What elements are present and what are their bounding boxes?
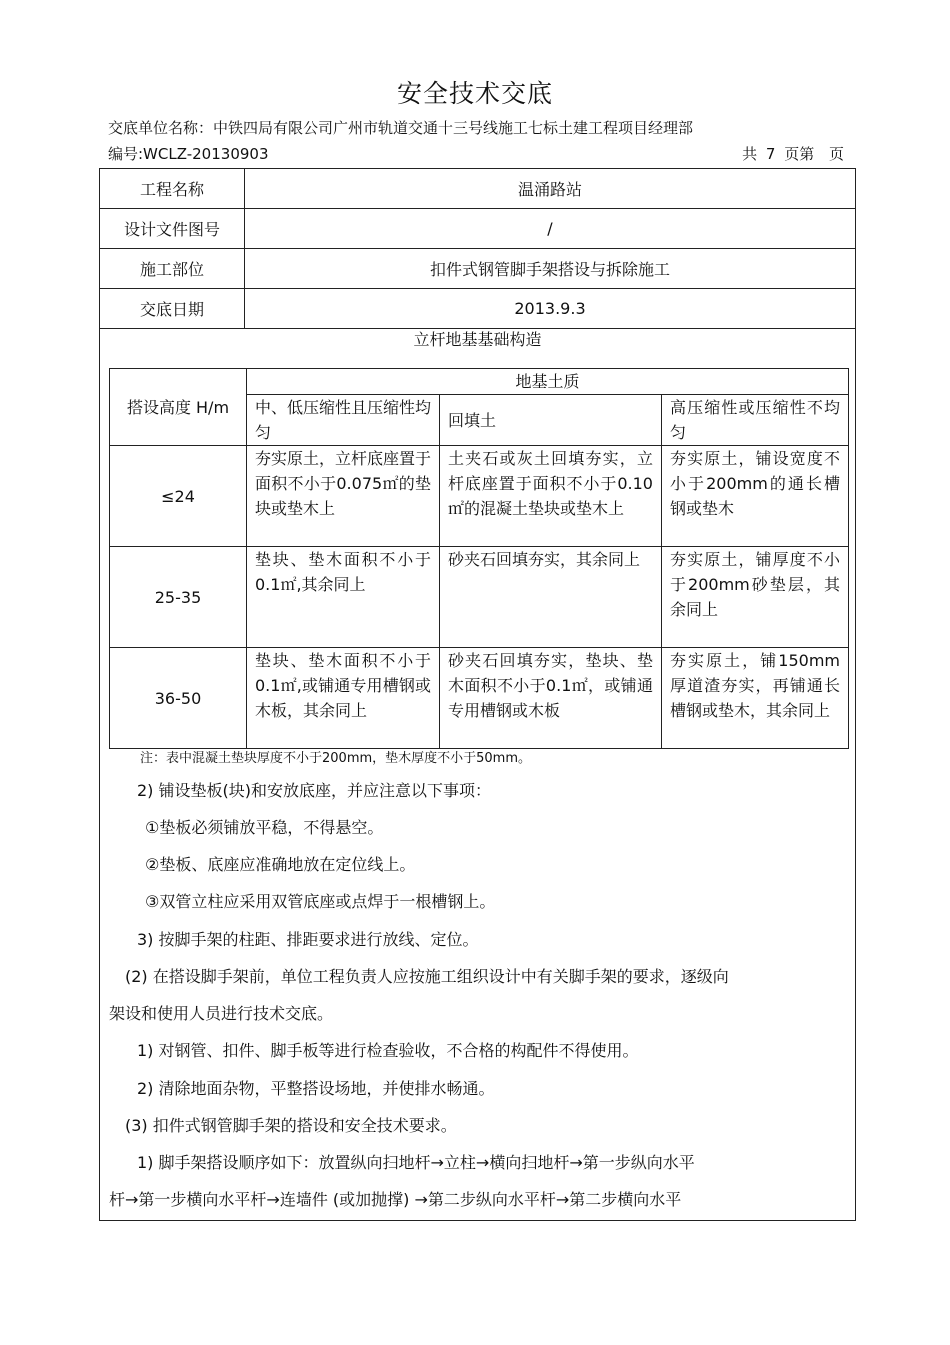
height-range: 25-35 [110,547,247,648]
foundation-cell: 土夹石或灰土回填夯实，立杆底座置于面积不小于0.10㎡的混凝土垫块或垫木上 [440,446,662,547]
body-paragraph: (2) 在搭设脚手架前，单位工程负责人应按施工组织设计中有关脚手架的要求，逐级向 [125,967,729,986]
height-range: ≤24 [110,446,247,547]
foundation-cell: 垫块、垫木面积不小于0.1㎡,其余同上 [247,547,440,648]
foundation-cell: 垫块、垫木面积不小于0.1㎡,或铺通专用槽钢或木板，其余同上 [247,648,440,749]
info-row [100,249,855,289]
height-range: 36-50 [110,648,247,749]
table-note: 注：表中混凝土垫块厚度不小于200mm，垫木厚度不小于50mm。 [140,751,532,766]
document-code: 编号:WCLZ-20130903 [108,145,269,163]
table-row [110,547,849,648]
info-table [100,169,855,329]
document-title: 安全技术交底 [396,79,553,108]
info-row [100,289,855,329]
foundation-cell: 夯实原土，铺150mm厚道渣夯实，再铺通长槽钢或垫木，其余同上 [662,648,849,749]
info-row [100,169,855,209]
foundation-cell: 夯实原土，铺设宽度不小于200mm的通长槽钢或垫木 [662,446,849,547]
info-value: / [245,209,856,249]
body-paragraph: (3) 扣件式钢管脚手架的搭设和安全技术要求。 [125,1116,457,1135]
body-paragraph: 1) 脚手架搭设顺序如下：放置纵向扫地杆→立柱→横向扫地杆→第一步纵向水平 [137,1153,695,1172]
soil-column-header: 中、低压缩性且压缩性均匀 [247,395,440,446]
foundation-cell: 砂夹石回填夯实，垫块、垫木面积不小于0.1㎡，或铺通专用槽钢或木板 [440,648,662,749]
body-paragraph: 杆→第一步横向水平杆→连墙件 (或加抛撑) →第二步纵向水平杆→第二步横向水平 [109,1190,682,1209]
info-label: 交底日期 [100,289,245,329]
page-current-suffix: 页 [828,145,844,163]
body-paragraph: 架设和使用人员进行技术交底。 [109,1004,334,1023]
body-paragraph: 3) 按脚手架的柱距、排距要求进行放线、定位。 [137,930,479,949]
body-paragraph: 1) 对钢管、扣件、脚手板等进行检查验收，不合格的构配件不得使用。 [137,1041,639,1060]
soil-column-header: 回填土 [440,395,662,446]
soil-column-header: 高压缩性或压缩性不均匀 [662,395,849,446]
height-header: 搭设高度 H/m [110,369,247,446]
info-value: 温涌路站 [245,169,856,209]
soil-header: 地基土质 [247,369,849,395]
foundation-cell: 砂夹石回填夯实，其余同上 [440,547,662,648]
info-label: 设计文件图号 [100,209,245,249]
foundation-cell: 夯实原土，立杆底座置于面积不小于0.075㎡的垫块或垫木上 [247,446,440,547]
info-label: 工程名称 [100,169,245,209]
body-paragraph: ③双管立柱应采用双管底座或点焊于一根槽钢上。 [145,892,496,911]
page-total: 共 7 页第 [742,145,815,163]
table-row [110,446,849,547]
table-row [110,648,849,749]
body-paragraph: 2) 清除地面杂物，平整搭设场地，并使排水畅通。 [137,1079,495,1098]
info-value: 扣件式钢管脚手架搭设与拆除施工 [245,249,856,289]
foundation-cell: 夯实原土，铺厚度不小于200mm砂垫层，其余同上 [662,547,849,648]
foundation-table [109,368,849,749]
body-paragraph: ①垫板必须铺放平稳，不得悬空。 [145,818,384,837]
body-paragraph: 2) 铺设垫板(块)和安放底座，并应注意以下事项： [137,781,491,800]
page-counter [736,143,844,164]
foundation-caption: 立杆地基基础构造 [413,330,542,349]
issuing-unit: 交底单位名称：中铁四局有限公司广州市轨道交通十三号线施工七标土建工程项目经理部 [108,119,694,137]
disclosure-frame [99,168,856,1221]
info-value: 2013.9.3 [245,289,856,329]
body-paragraph: ②垫板、底座应准确地放在定位线上。 [145,855,416,874]
info-row [100,209,855,249]
info-label: 施工部位 [100,249,245,289]
